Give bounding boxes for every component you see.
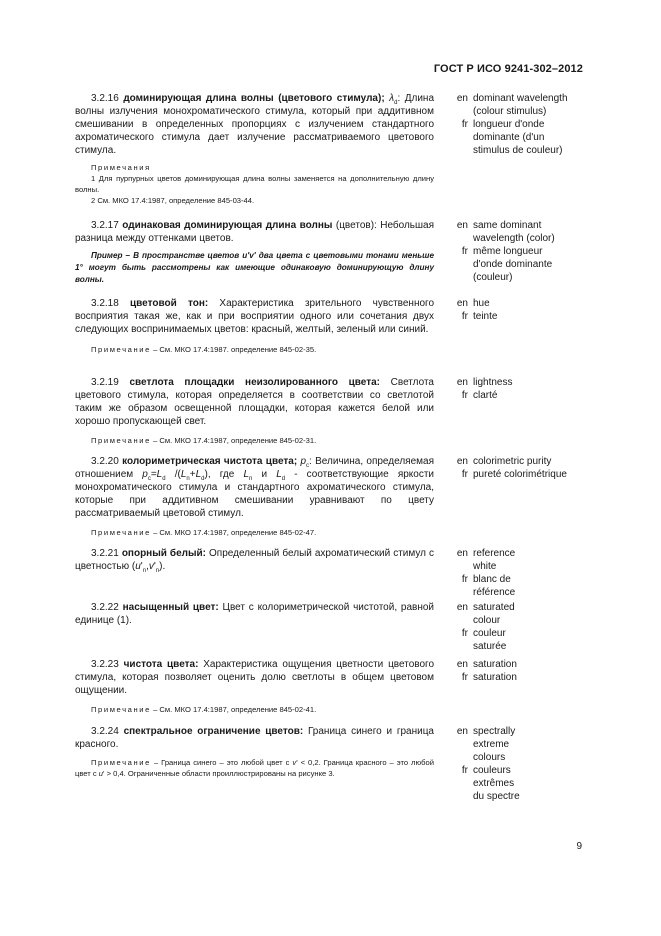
definition-ru — [75, 601, 434, 627]
term-translations: en dominant wavelength (colour stimulus) fr longueur d'onde dominante (d'un stimulus de couleur) — [456, 93, 568, 156]
entry-definition: Граница синего и граница красного. — [75, 726, 434, 750]
term-fr: clarté — [473, 390, 498, 401]
term-translations: en hue fr teinte — [456, 298, 498, 322]
definition-ru — [75, 376, 434, 446]
entry-number: 3.2.23 — [91, 659, 119, 670]
definition-ru — [75, 725, 434, 779]
term-fr: couleur saturée — [473, 628, 507, 652]
definition-ru — [75, 297, 434, 355]
document-header: ГОСТ Р ИСО 9241-302–2012 — [433, 63, 583, 75]
term-translations: en saturated colour fr couleur saturée — [456, 602, 515, 652]
entry-definition: Длина волны излучения монохроматического стимула, который при аддитивном смешивании в определенных пропорциях с излучением стандартного ахроматического стимула дает излучение рассматриваемого цветового стимула. — [75, 93, 435, 156]
entry-term: чистота цвета: — [123, 659, 199, 670]
term-translations: en reference white fr blanc de référence — [456, 548, 516, 598]
entry-definition: - соответствующие яркости монохроматического стимула и стандартного ахроматического стимула, которые при аддитивном смешивании уравнивают по цвету рассматриваемый цветовой стимул. — [75, 469, 435, 519]
entry-definition: Цвет с колориметрической чистотой, равной единице (1). — [75, 602, 435, 626]
term-en: hue — [473, 298, 490, 309]
term-fr: teinte — [473, 311, 498, 322]
definition-ru: 3.2.20 колориметрическая чистота цвета; $p_c$: Величина, определяемая отношением $p_c=L_d$ $/(L_n+L_d)$, где $L_n$ и $L_d$ - соответствующие яркости монохроматического стимула и стандартного ахроматического стимула, которые при аддитивном смешивании уравнивают по цвету рассматриваемый цветовой стимул. Примечание – См. МКО 17.4:1987, определение 845-02-47. — [75, 456, 435, 537]
term-en: dominant wavelength (colour stimulus) — [473, 93, 568, 117]
term-fr: même longueur d'onde dominante (couleur) — [473, 246, 553, 283]
term-translations: en lightness fr clarté — [456, 377, 513, 401]
entry-number: 3.2.17 — [91, 220, 119, 231]
term-en: saturated colour — [473, 602, 515, 626]
entry-term: доминирующая длина волны (цветового стимула); — [123, 93, 385, 104]
term-en: spectrally extreme colours — [473, 726, 516, 763]
term-fr: blanc de référence — [473, 574, 516, 598]
entry-number: 3.2.21 — [91, 548, 119, 559]
note-2: 2 См. МКО 17.4:1987, определение 845-03-44. — [91, 196, 255, 205]
entry-term: спектральное ограничение цветов: — [123, 726, 304, 737]
entry-number: 3.2.19 — [91, 377, 119, 388]
term-en: colorimetric purity — [473, 456, 552, 467]
definition-ru: 3.2.16 доминирующая длина волны (цветового стимула); $\lambda_d$: Длина волны излучения монохроматического стимула, который при аддитивном смешивании в определенных пропорциях с излучением стандартного ахроматического стимула дает излучение рассматриваемого цветового стимула. Примечания 1 Для пурпурных цветов доминирующая длина волны заменяется на дополнительную длину волны. 2 См. МКО 17.4:1987, определение 845-03-44. — [75, 93, 435, 205]
definition-ru — [75, 219, 434, 286]
entry-note: Примечание – См. МКО 17.4:1987. определение 845-02-35. — [91, 345, 317, 354]
definition-ru: 3.2.21 опорный белый: Определенный белый ахроматический стимул с цветностью $(u'_n,v'_n)$. — [75, 548, 434, 574]
entry-number: 3.2.24 — [91, 726, 119, 737]
entry-term: колориметрическая чистота цвета; — [122, 456, 298, 467]
term-translations: en colorimetric purity fr pureté colorimétrique — [456, 456, 567, 480]
term-en: reference white — [473, 548, 516, 572]
term-fr: pureté colorimétrique — [473, 469, 567, 480]
entry-notes — [75, 162, 434, 206]
entry-term: цветовой тон: — [130, 298, 209, 309]
term-fr: longueur d'onde dominante (d'un stimulus de couleur) — [473, 119, 563, 156]
term-fr: saturation — [473, 672, 517, 683]
note-title: Примечания — [91, 163, 151, 172]
definition-ru — [75, 658, 434, 715]
entry-number: 3.2.22 — [91, 602, 119, 613]
entry-definition: Характеристика ощущения цветности цветового стимула, которая позволяет оценить долю светлоты в общем цветовом ощущении. — [75, 659, 435, 696]
term-translations: en spectrally extreme colours fr couleurs extrêmes du spectre — [456, 726, 520, 802]
term-fr: couleurs extrêmes du spectre — [473, 765, 520, 802]
term-translations: en saturation fr saturation — [456, 659, 517, 683]
term-en: saturation — [473, 659, 517, 670]
entry-symbol: $\lambda_d$ — [389, 93, 398, 106]
entry-definition: Определенный белый ахроматический стимул с цветностью — [75, 548, 434, 572]
entry-note: Примечание – См. МКО 17.4:1987, определение 845-02-31. — [91, 436, 317, 445]
page-number: 9 — [576, 841, 582, 852]
entry-number: 3.2.20 — [91, 456, 119, 467]
entry-note: Примечание – Граница синего – это любой цвет с v' < 0,2. Граница красного – это любой цвет с u' > 0,4. Ограниченные области проиллюстрированы на рисунке 3. — [75, 758, 434, 778]
entry-definition: (цветов): Небольшая разница между оттенками цветов. — [75, 220, 435, 244]
term-translations: en same dominant wavelength (color) fr même longueur d'onde dominante (couleur) — [456, 220, 555, 283]
entry-definition: Светлота цветового стимула, которая определяется в соответствии со светлотой таким же образом освещенной площадки, которая кажется белой или хорошо пропускающей свет. — [75, 377, 434, 427]
entry-term: опорный белый: — [121, 548, 207, 559]
entry-term: светлота площадки неизолированного цвета: — [129, 377, 381, 388]
entry-note: Примечание – См. МКО 17.4:1987, определение 845-02-47. — [91, 528, 317, 537]
entry-term: насыщенный цвет: — [122, 602, 219, 613]
note-1: 1 Для пурпурных цветов доминирующая длина волны заменяется на дополнительную длину волны. — [75, 174, 434, 194]
entry-symbol: $p_c$ — [300, 456, 310, 469]
entry-term: одинаковая доминирующая длина волны — [122, 220, 333, 231]
entry-number: 3.2.16 — [91, 93, 119, 104]
term-en: lightness — [473, 377, 513, 388]
entry-note: Примечание – См. МКО 17.4:1987, определение 845-02-41. — [91, 705, 317, 714]
entry-example: Пример – В пространстве цветов u'v' два цвета с цветовыми тонами меньше 1° могут быть рассмотрены как имеющие одинаковую доминирующую длину волны. — [75, 251, 434, 284]
entry-number: 3.2.18 — [91, 298, 119, 309]
term-en: same dominant wavelength (color) — [473, 220, 555, 244]
entry-definition: Характеристика зрительного чувственного восприятия такая же, как и при восприятии одного или сочетания двух следующих воспринимаемых цветов: красный, желтый, зеленый или синий. — [75, 298, 435, 335]
